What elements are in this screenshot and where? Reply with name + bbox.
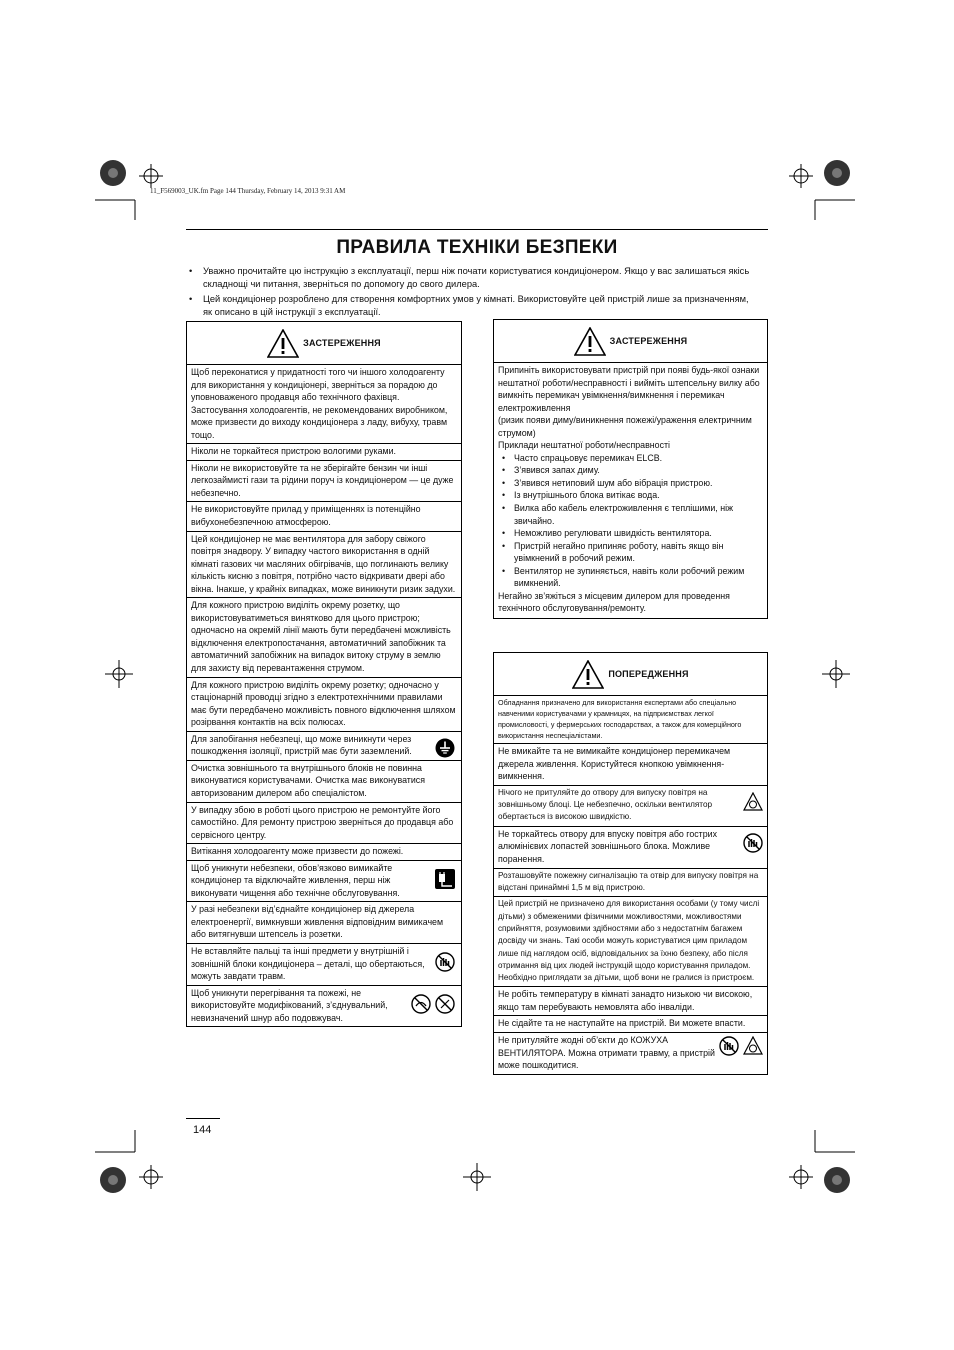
caution-item: Щоб переконатися у придатності того чи іншого холодоагенту для використання у кондиціонері, зверніться за порадою до уповноваженого продавця або технічного фахівця. Застосування холодоагентів, не рекомендованих виробником, може призвести до виходу кондиціонера з ладу, вибуху, травм тощо. [187,365,461,444]
registration-mark-icon [95,150,165,220]
malfunction-instruction: Припиніть використовувати пристрій при появі будь-якої ознаки нештатної роботи/несправності і вийміть штепсельну вилку або вимкніть перемикач увімкнення/вимкнення і перемикач електроживлення [498,365,760,413]
file-header: 11_F569003_UK.fm Page 144 Thursday, February 14, 2013 9:31 AM [150,187,346,195]
warning-triangle-icon [574,327,606,356]
page-number: 144 [193,1124,212,1136]
warning-item: Не вмикайте та не вимикайте кондиціонер перемикачем джерела живлення. Користуйтеся кнопкою увімкнення-вимкнення. [494,744,767,786]
warning-label: ПОПЕРЕДЖЕННЯ [608,669,689,679]
caution-fan-icon [743,1036,763,1056]
list-item: • З’явився запах диму. [498,464,763,477]
caution-item-text: Щоб уникнути небезпеки, обов’язково вимикайте кондиціонер та відключайте живлення, перш ніж виконувати чищення або технічне обслуговування. [191,862,400,898]
caution-item-unplug [187,861,461,903]
list-item: • З’явився нетиповий шум або вібрація пристрою. [498,477,763,490]
caution-item: Ніколи не торкайтеся пристрою вологими руками. [187,444,461,461]
malfunction-section [494,363,767,618]
no-modify-icon [435,994,455,1014]
caution-item: У випадку збою в роботі цього пристрою не ремонтуйте його самостійно. Для ремонту пристрою зверніться до продавця або сервісного центру. [187,803,461,845]
caution-item: Для кожного пристрою виділіть окрему розетку; одночасно у стаціонарній проводці згідно з електротехнічними правилами має бути передбачено можливість повного відключення шляхом розірвання контактів на всіх полюсах. [187,678,461,732]
warning-item: Обладнання призначено для використання експертами або спеціально навченими користувачами у крамницях, на підприємствах легкої промисловості, у фермерських господарствах, а також для комерційного використання неспеціалістами. [494,696,767,744]
warning-item-text: Не притуляйте жодні об’єкти до КОЖУХА ВЕНТИЛЯТОРА. Можна отримати травму, а пристрій може пошкодитися. [498,1035,715,1071]
crosshair-icon [105,660,133,688]
intro-item: • Уважно прочитайте цю інструкцію з експлуатації, перш ніж почати користуватися кондиціонером. Якщо у вас залишаться якісь складнощі чи питання, зверніться по допомогу до свого дилера. [186,265,756,291]
warning-item: Цей пристрій не призначено для використання особами (у тому числі дітьми) з обмеженими фізичними можливостями, можливостями сприйняття, розумовими здібностями або з недостатнім багажем досвіду чи знань. Такі особи можуть користуватися цим приладом лише під наглядом осіб, відповідальних за їхню безпеку, або після отримання від цих людей інструкцій щодо користування приладом. Необхідно приглядати за дітьми, щоб вони не гралися із пристроєм. [494,897,767,987]
caution-item-text: Не вставляйте пальці та інші предмети у внутрішній і зовнішній блоки кондиціонера – деталі, що обертаються, можуть завдати травм. [191,945,425,982]
caution-item-fingers [187,944,461,986]
caution-item-text: Для запобігання небезпеці, що може виникнути через пошкодження ізоляції, пристрій має бути заземлений. [191,733,412,757]
caution-item-text: Щоб уникнути перегрівання та пожежі, не використовуйте модифікований, з’єднувальний, невизначений шнур або подовжувач. [191,987,388,1023]
warning-item-inlet [494,827,767,869]
caution-box-left [186,321,462,1027]
list-item: • Часто спрацьовує перемикач ELCB. [498,452,763,465]
warning-item-fan-case [494,1033,767,1074]
warning-item: Не робіть температуру в кімнаті занадто низькою чи високою, якщо там перебувають немовлята або інваліди. [494,987,767,1016]
crosshair-icon [822,660,850,688]
no-touch-icon [719,1036,739,1056]
caution-item-cord [187,986,461,1027]
warning-item-text: Не торкайтесь отвору для впуску повітря або гострих алюмінієвих лопастей зовнішнього блока. Можливе поранення. [498,828,718,864]
page-title: ПРАВИЛА ТЕХНІКИ БЕЗПЕКИ [336,237,618,258]
caution-header [187,322,461,365]
caution-item: Для кожного пристрою виділіть окрему розетку, що використовуватиметься винятково для цього пристрою; одночасно на окремій лінії мають бути передбачені можливість відключення електропостачання, автоматичний запобіжник та автоматичний запобіжник на випадок витоку струму в землю для захисту від перевантаження струмом. [187,598,461,677]
caution-item: Цей кондиціонер не має вентилятора для забору свіжого повітря знадвору. У випадку частого використання в одній кімнаті газових чи масляних обігрівачів, що поглинають велику кількість кисню з повітря, потрібно часто відкривати двері або вікна. Інакше, у крайніх випадках, може виникнути ризик задухи. [187,532,461,599]
malfunction-examples-heading: Приклади нештатної роботи/несправності [498,440,671,451]
unplug-icon [435,869,455,889]
caution-fan-icon [743,792,763,812]
caution-item: Витікання холодоагенту може призвести до пожежі. [187,844,461,861]
intro-list [186,265,756,321]
list-item: • Вентилятор не зупиняється, навіть коли робочий режим вимкнений. [498,565,763,590]
caution-item: Ніколи не використовуйте та не зберігайте бензин чи інші легкозаймисті гази та рідини поруч із кондиціонером — це дуже небезпечно. [187,461,461,503]
list-item: • Вилка або кабель електроживлення є теплішими, ніж звичайно. [498,502,763,527]
registration-mark-icon [95,1130,165,1200]
warning-box [493,652,768,1075]
malfunction-risk: (ризик появи диму/виникнення пожежі/ураження електричним струмом) [498,415,752,438]
registration-mark-icon [785,1130,855,1200]
no-touch-icon [743,833,763,853]
intro-item: • Цей кондиціонер розроблено для створення комфортних умов у кімнаті. Використовуйте цей пристрій лише за призначенням, як описано в цій інструкції з експлуатації. [186,293,756,319]
warning-triangle-icon [572,660,604,689]
no-touch-icon [435,952,455,972]
warning-item: Розташовуйте пожежну сигналізацію та отвір для випуску повітря на відстані принаймні 1,5 м від пристрою. [494,869,767,898]
list-item: • Неможливо регулювати швидкість вентилятора. [498,527,763,540]
contact-dealer-text: Негайно зв’яжіться з місцевим дилером для проведення технічного обслуговування/ремонту. [498,590,730,614]
caution-box-right [493,319,768,619]
list-item: • Із внутрішнього блока витікає вода. [498,489,763,502]
caution-item: Очистка зовнішнього та внутрішнього блоків не повинна виконуватися користувачами. Очистка має виконуватися авторизованим дилером або спеціалістом. [187,761,461,803]
caution-item-ground [187,732,461,761]
warning-triangle-icon [267,329,299,358]
warning-item-text: Нічого не притуляйте до отвору для випуску повітря на зовнішньому блоці. Це небезпечно, оскільки вентилятор обертається із високою швидкістю. [498,787,713,822]
caution-label: ЗАСТЕРЕЖЕННЯ [609,336,688,346]
list-item: • Пристрій негайно припиняє роботу, навіть якщо він увімкнений в робочий режим. [498,540,763,565]
ground-icon [435,738,455,758]
registration-mark-icon [785,150,855,220]
warning-header [494,653,767,696]
warning-item-outlet [494,786,767,827]
footer-rule [186,1118,220,1119]
caution-label: ЗАСТЕРЕЖЕННЯ [303,338,381,348]
caution-header [494,320,767,363]
top-rule [186,229,768,230]
malfunction-list [498,452,763,590]
warning-item: Не сідайте та не наступайте на пристрій. Ви можете впасти. [494,1016,767,1033]
caution-item: У разі небезпеки від’єднайте кондиціонер від джерела електроенергії, вимкнувши живлення відповідним вимикачем або витягнувши штепсель із розетки. [187,902,461,944]
caution-item: Не використовуйте прилад у приміщеннях із потенційно вибухонебезпечною атмосферою. [187,502,461,531]
crosshair-icon [463,1163,491,1191]
no-extension-cord-icon [411,994,431,1014]
